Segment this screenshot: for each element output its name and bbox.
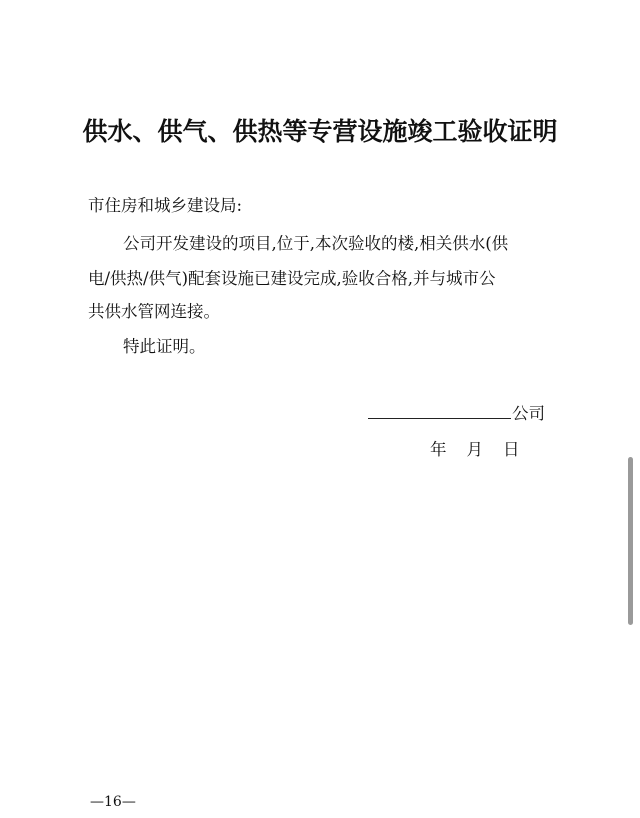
certification-statement: 特此证明。: [123, 337, 206, 356]
signature-blank-line: [368, 418, 511, 419]
body-line-3: 共供水管网连接。: [88, 302, 220, 321]
body-line-2: 电/供热/供气)配套设施已建设完成,验收合格,并与城市公: [88, 269, 496, 288]
date-day-label: 日: [503, 440, 520, 459]
signature-date: [430, 436, 520, 460]
document-title: 供水、供气、供热等专营设施竣工验收证明: [82, 117, 558, 146]
body-line-1: 公司开发建设的项目,位于,本次验收的楼,相关供水(供: [123, 234, 509, 253]
signature-company-suffix: 公司: [512, 404, 545, 423]
page-number: —16—: [90, 794, 136, 810]
date-year-label: 年: [430, 440, 447, 459]
addressee: 市住房和城乡建设局:: [88, 196, 243, 215]
date-month-label: 月: [466, 440, 483, 459]
vertical-scrollbar-thumb[interactable]: [628, 457, 633, 625]
